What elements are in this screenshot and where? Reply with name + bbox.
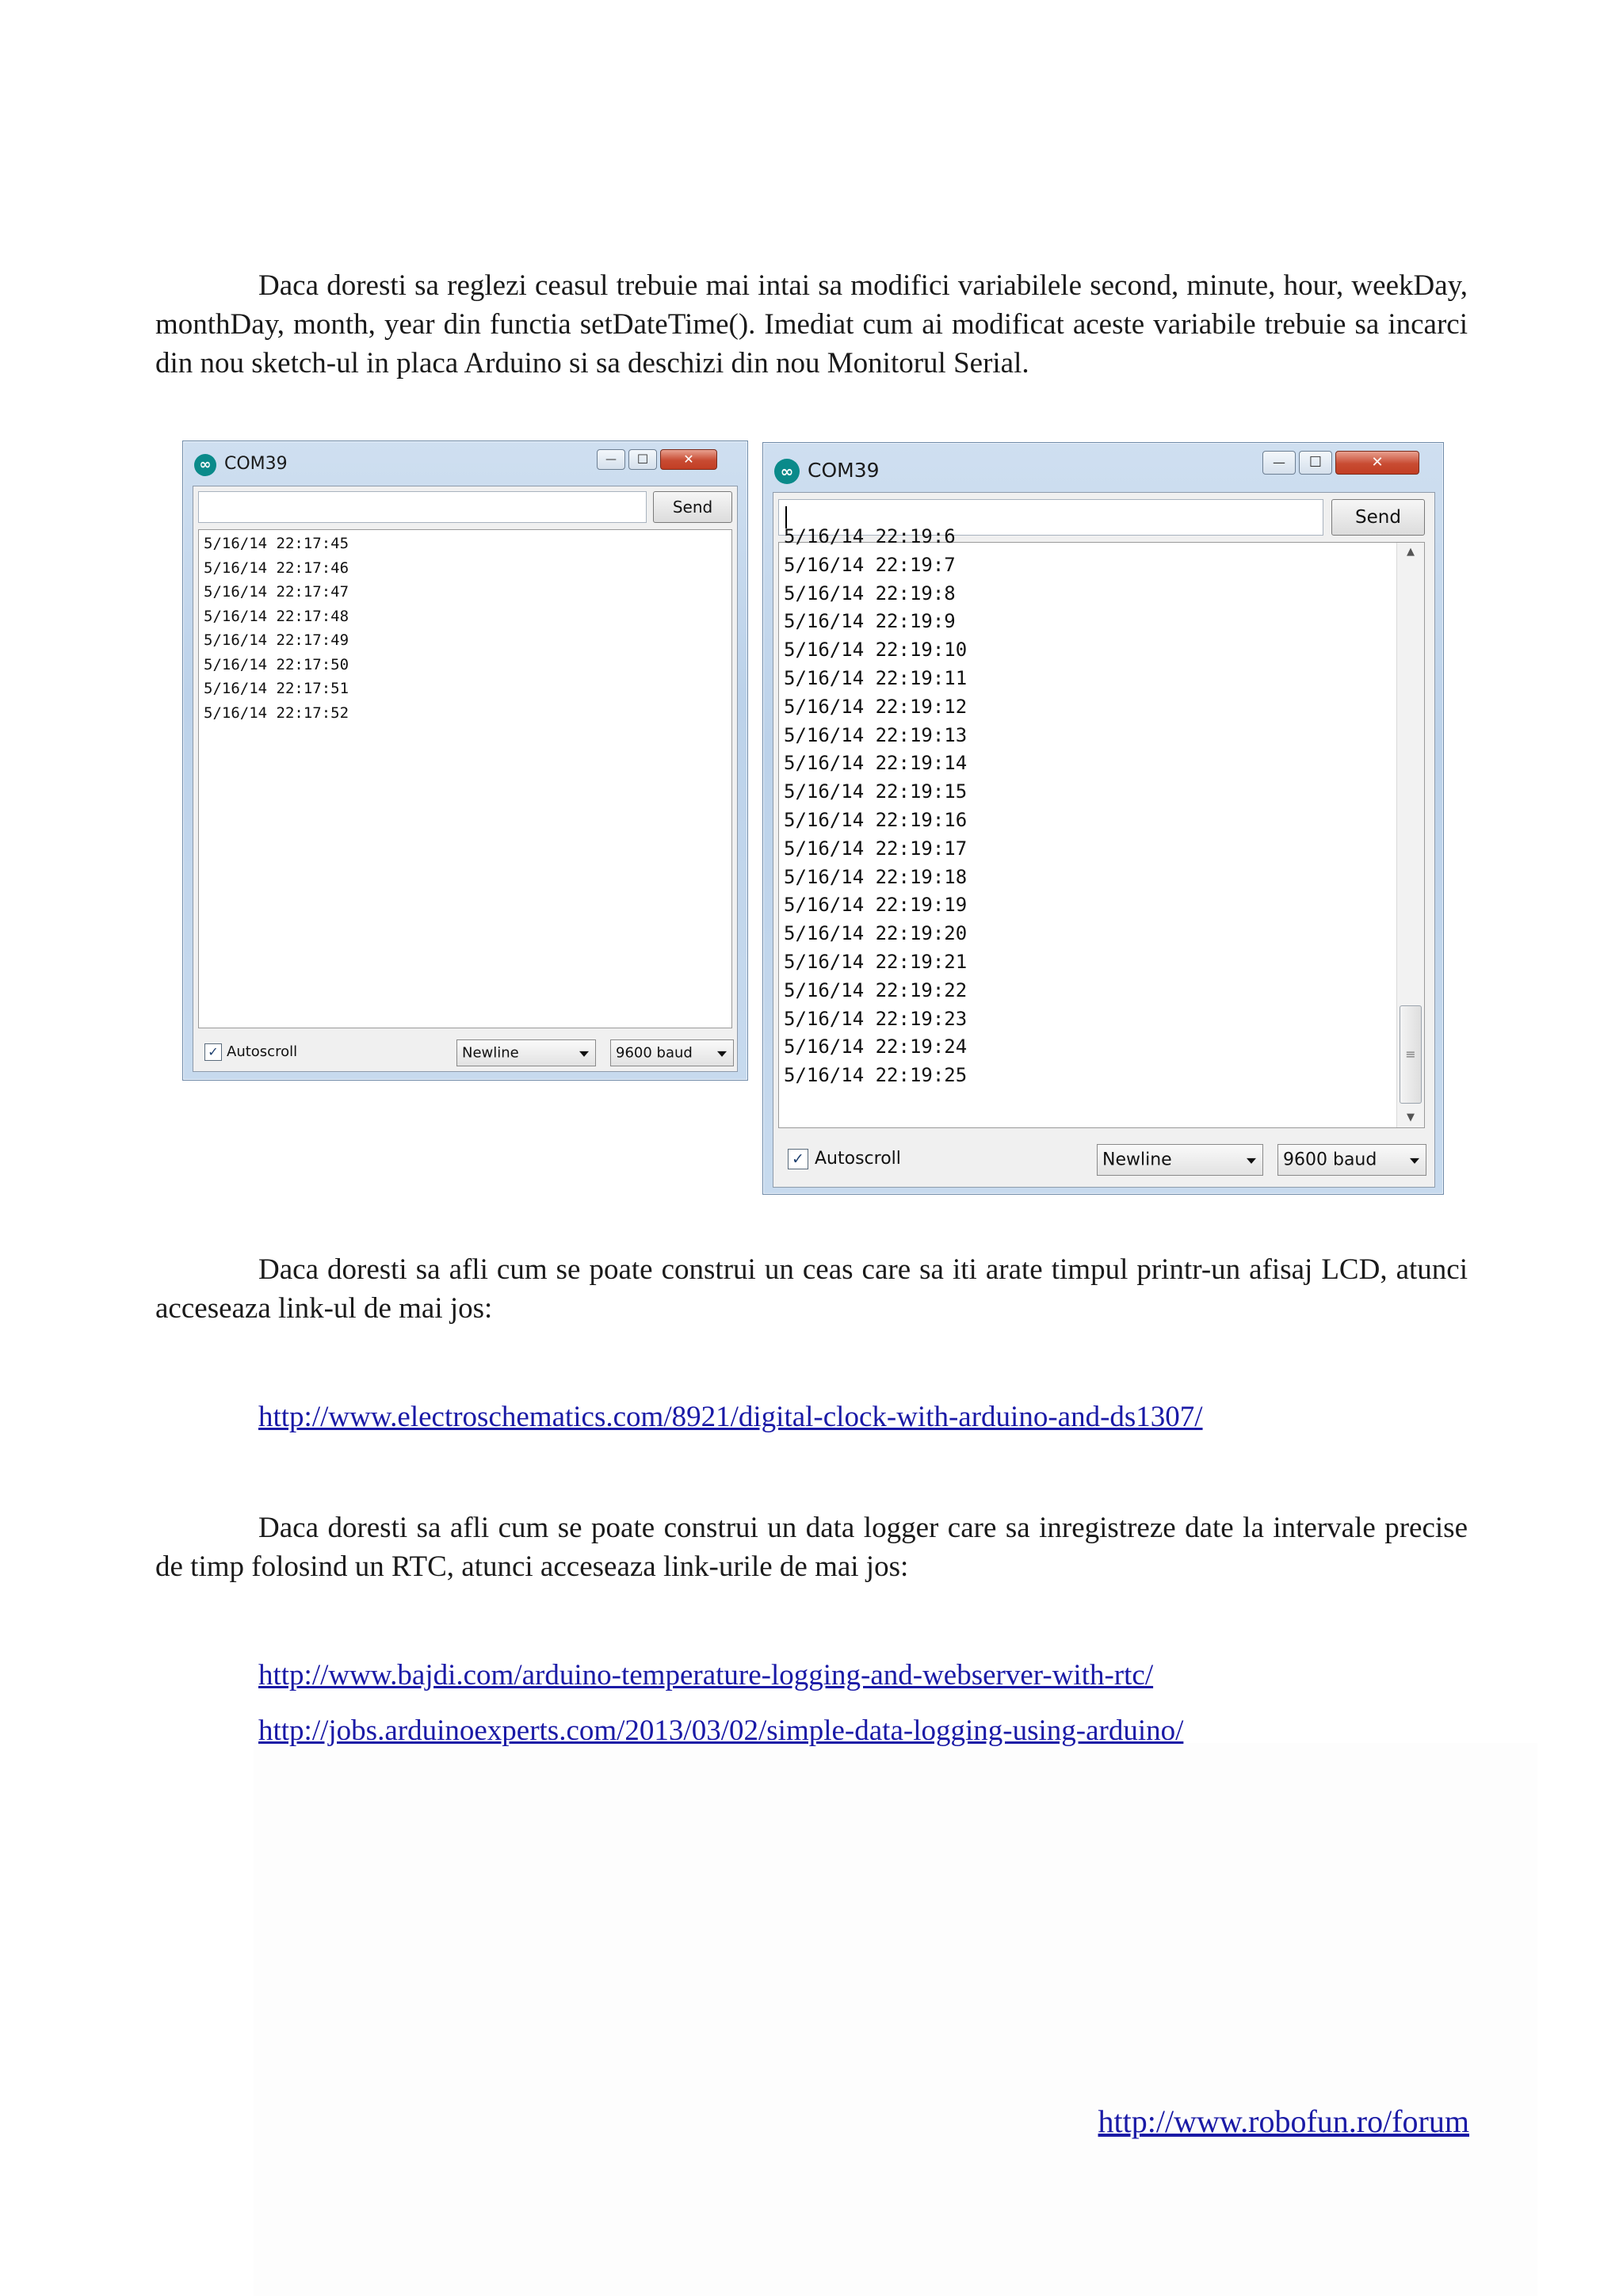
chevron-down-icon — [717, 1051, 727, 1057]
serial-output-line: 5/16/14 22:19:8 — [784, 582, 956, 605]
serial-output-line: 5/16/14 22:19:7 — [784, 553, 956, 576]
serial-monitor-window-right[interactable] — [762, 442, 1444, 1195]
serial-output-area[interactable] — [778, 525, 1425, 1128]
bottom-toolbar — [193, 1033, 737, 1070]
chevron-down-icon — [579, 1051, 589, 1057]
close-button[interactable]: ✕ — [1335, 451, 1419, 475]
line-ending-select[interactable] — [456, 1039, 596, 1066]
serial-output-line: 5/16/14 22:17:51 — [204, 680, 349, 697]
serial-input-field[interactable] — [198, 491, 647, 523]
line-ending-select[interactable] — [1097, 1144, 1263, 1176]
chevron-down-icon — [1247, 1158, 1256, 1164]
serial-output-line: 5/16/14 22:17:52 — [204, 704, 349, 722]
serial-output-line: 5/16/14 22:19:14 — [784, 752, 968, 775]
chevron-down-icon — [1410, 1158, 1419, 1164]
serial-output-line: 5/16/14 22:17:47 — [204, 583, 349, 601]
line-ending-value: Newline — [462, 1044, 519, 1062]
window-client-area — [193, 486, 738, 1072]
bottom-toolbar — [773, 1135, 1434, 1182]
serial-output-line: 5/16/14 22:19:10 — [784, 639, 968, 662]
serial-output-line: 5/16/14 22:19:6 — [784, 525, 956, 547]
window-title: COM39 — [808, 459, 880, 482]
serial-output-line: 5/16/14 22:19:9 — [784, 610, 956, 633]
serial-output-line: 5/16/14 22:19:19 — [784, 894, 968, 917]
window-titlebar[interactable] — [183, 441, 747, 484]
serial-output-line: 5/16/14 22:19:25 — [784, 1064, 968, 1087]
serial-output-line: 5/16/14 22:17:48 — [204, 607, 349, 625]
scrollbar-thumb[interactable] — [1400, 1005, 1422, 1104]
maximize-button[interactable]: ☐ — [1299, 451, 1332, 475]
grip-icon: ≡ — [1405, 1047, 1416, 1062]
maximize-button[interactable]: ☐ — [628, 449, 657, 470]
window-titlebar[interactable] — [763, 443, 1443, 490]
baud-rate-value: 9600 baud — [1283, 1150, 1377, 1170]
link-arduinoexperts[interactable]: http://jobs.arduinoexperts.com/2013/03/02/simple-data-logging-using-arduino/ — [258, 1714, 1184, 1747]
serial-output-line: 5/16/14 22:19:13 — [784, 723, 968, 746]
serial-output-line: 5/16/14 22:19:22 — [784, 978, 968, 1001]
close-button[interactable]: ✕ — [660, 449, 717, 470]
arduino-logo-icon: ∞ — [194, 454, 216, 476]
serial-output-line: 5/16/14 22:17:46 — [204, 559, 349, 577]
scroll-down-arrow-icon[interactable]: ▼ — [1407, 1112, 1415, 1123]
window-title: COM39 — [224, 454, 288, 474]
link-electroschematics[interactable]: http://www.electroschematics.com/8921/digital-clock-with-arduino-and-ds1307/ — [258, 1401, 1203, 1433]
serial-output-line: 5/16/14 22:19:15 — [784, 780, 968, 803]
serial-output-line: 5/16/14 22:19:24 — [784, 1035, 968, 1058]
serial-output-line: 5/16/14 22:19:18 — [784, 865, 968, 888]
intro-paragraph: Daca doresti sa reglezi ceasul trebuie mai intai sa modifici variabilele second, minute, hour, weekDay, monthDay, month, year din functia setDateTime(). Imediat cum ai modificat aceste variabile trebuie sa incarci din nou sketch-ul in placa Arduino si sa deschizi din nou Monitorul Serial. — [155, 269, 1468, 379]
scroll-up-arrow-icon[interactable]: ▲ — [1407, 546, 1415, 558]
baud-rate-select[interactable] — [1277, 1144, 1426, 1176]
serial-output-line: 5/16/14 22:19:20 — [784, 922, 968, 945]
serial-output-line: 5/16/14 22:19:11 — [784, 667, 968, 689]
send-button[interactable]: Send — [653, 491, 732, 523]
vertical-scrollbar[interactable] — [1396, 543, 1424, 1127]
footer-forum-link[interactable]: http://www.robofun.ro/forum — [1098, 2103, 1469, 2139]
data-logger-paragraph: Daca doresti sa afli cum se poate construi un data logger care sa inregistreze date la intervale precise de timp folosind un RTC, atunci acceseaza link-urile de mai jos: — [155, 1512, 1468, 1583]
minimize-button[interactable]: — — [597, 449, 625, 470]
page-background-tint — [254, 1743, 1537, 2296]
autoscroll-checkbox[interactable]: ✓ — [204, 1043, 222, 1061]
arduino-logo-icon: ∞ — [774, 459, 800, 484]
serial-output-area[interactable] — [198, 529, 732, 1028]
send-button[interactable]: Send — [1331, 499, 1425, 536]
serial-output-line: 5/16/14 22:17:50 — [204, 655, 349, 673]
autoscroll-label: Autoscroll — [815, 1149, 901, 1169]
serial-output-line: 5/16/14 22:19:23 — [784, 1007, 968, 1030]
serial-output-line: 5/16/14 22:19:17 — [784, 837, 968, 860]
window-client-area — [773, 492, 1435, 1188]
serial-output-line: 5/16/14 22:17:49 — [204, 631, 349, 649]
serial-monitor-window-left[interactable] — [182, 441, 748, 1081]
line-ending-value: Newline — [1102, 1150, 1172, 1170]
baud-rate-select[interactable] — [610, 1039, 734, 1066]
autoscroll-label: Autoscroll — [227, 1043, 298, 1060]
lcd-clock-paragraph: Daca doresti sa afli cum se poate construi un ceas care sa iti arate timpul printr-un afisaj LCD, atunci acceseaza link-ul de mai jos: — [155, 1253, 1468, 1325]
minimize-button[interactable]: — — [1262, 451, 1296, 475]
baud-rate-value: 9600 baud — [616, 1044, 693, 1062]
serial-output-line: 5/16/14 22:17:45 — [204, 535, 349, 552]
autoscroll-checkbox[interactable]: ✓ — [788, 1149, 808, 1169]
serial-output-line: 5/16/14 22:19:21 — [784, 951, 968, 973]
serial-output-line: 5/16/14 22:19:16 — [784, 809, 968, 831]
serial-output-line: 5/16/14 22:19:12 — [784, 695, 968, 718]
link-bajdi[interactable]: http://www.bajdi.com/arduino-temperature-logging-and-webserver-with-rtc/ — [258, 1659, 1154, 1691]
